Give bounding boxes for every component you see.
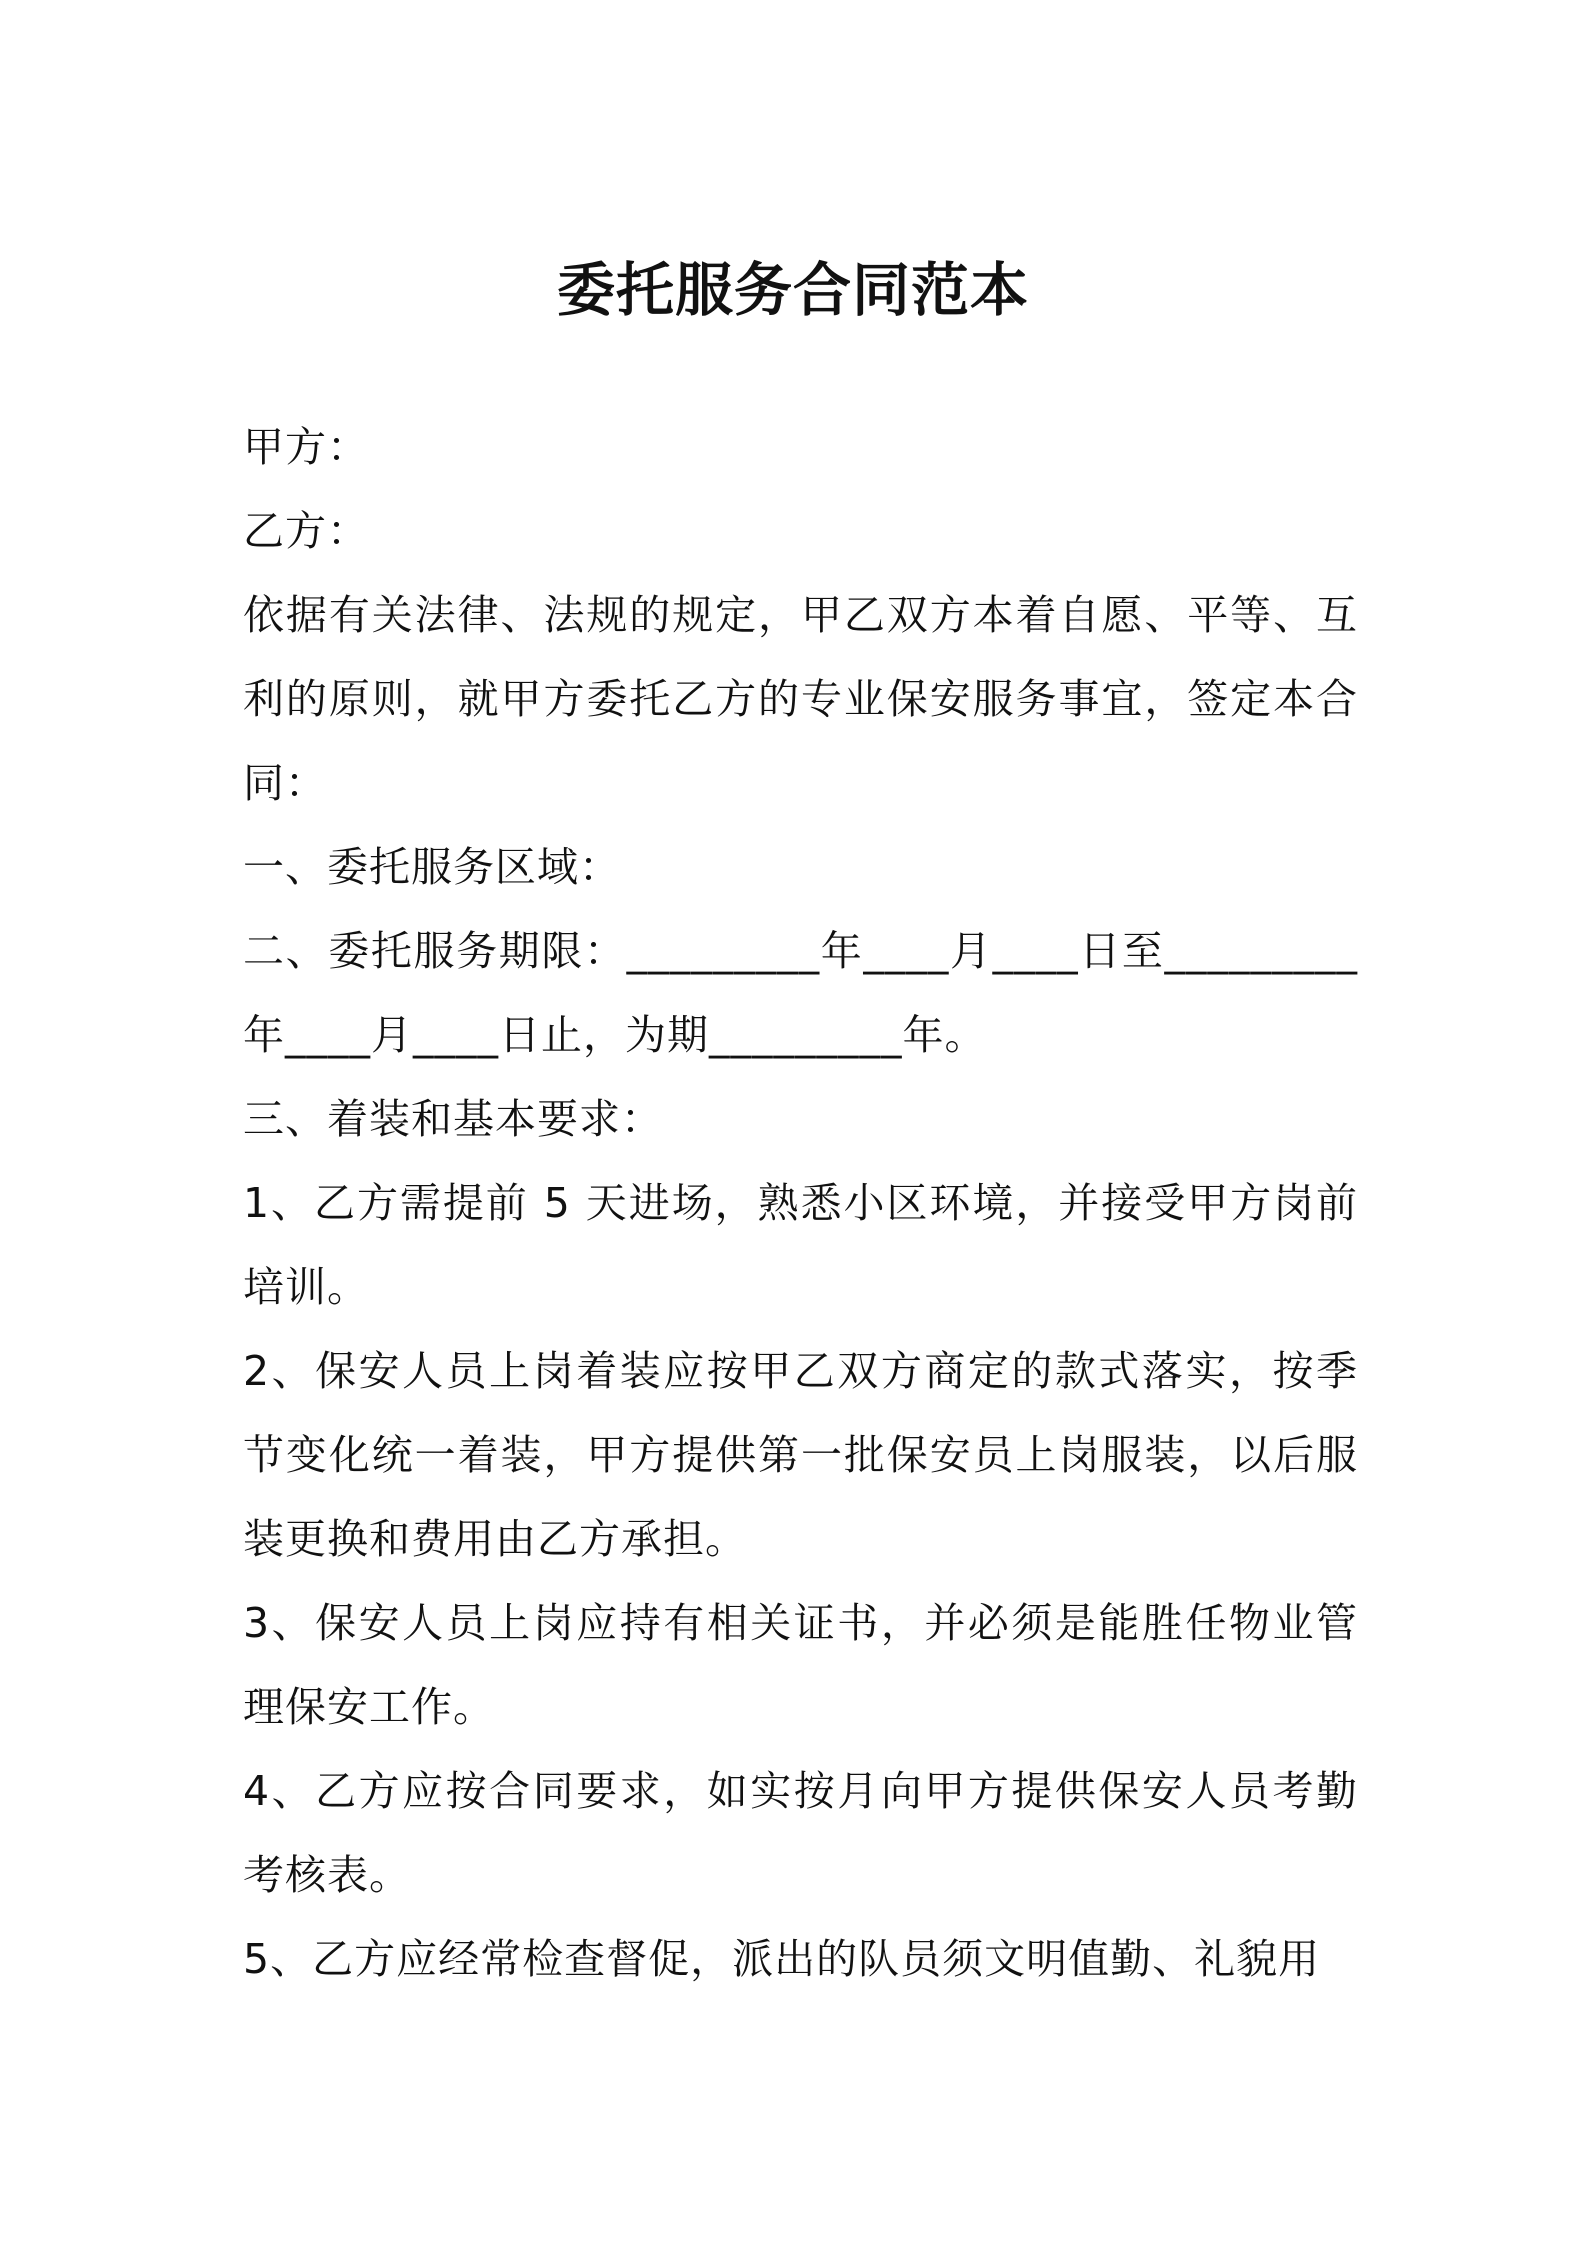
party-a-line: 甲方： [243, 423, 369, 471]
clause-5: 5、乙方应经常检查督促，派出的队员须文明值勤、礼貌用 [243, 1935, 1321, 1983]
section-2-service-period: 二、委托服务期限：_________年____月____日至_________年____月____日止，为期_________年。 [243, 927, 1358, 1059]
section-1-service-area: 一、委托服务区域： [243, 843, 621, 891]
preamble-paragraph: 依据有关法律、法规的规定，甲乙双方本着自愿、平等、互利的原则，就甲方委托乙方的专业保安服务事宜，签定本合同： [243, 591, 1358, 807]
clause-4: 4、乙方应按合同要求，如实按月向甲方提供保安人员考勤考核表。 [243, 1767, 1358, 1899]
document-title: 委托服务合同范本 [556, 256, 1029, 324]
clause-3: 3、保安人员上岗应持有相关证书，并必须是能胜任物业管理保安工作。 [243, 1599, 1358, 1731]
section-3-heading: 三、着装和基本要求： [243, 1095, 663, 1143]
clause-2: 2、保安人员上岗着装应按甲乙双方商定的款式落实，按季节变化统一着装，甲方提供第一批保安员上岗服装，以后服装更换和费用由乙方承担。 [243, 1347, 1358, 1563]
clause-1: 1、乙方需提前 5 天进场，熟悉小区环境，并接受甲方岗前培训。 [243, 1179, 1358, 1311]
party-b-line: 乙方： [243, 507, 369, 555]
document-body [243, 405, 1358, 2001]
